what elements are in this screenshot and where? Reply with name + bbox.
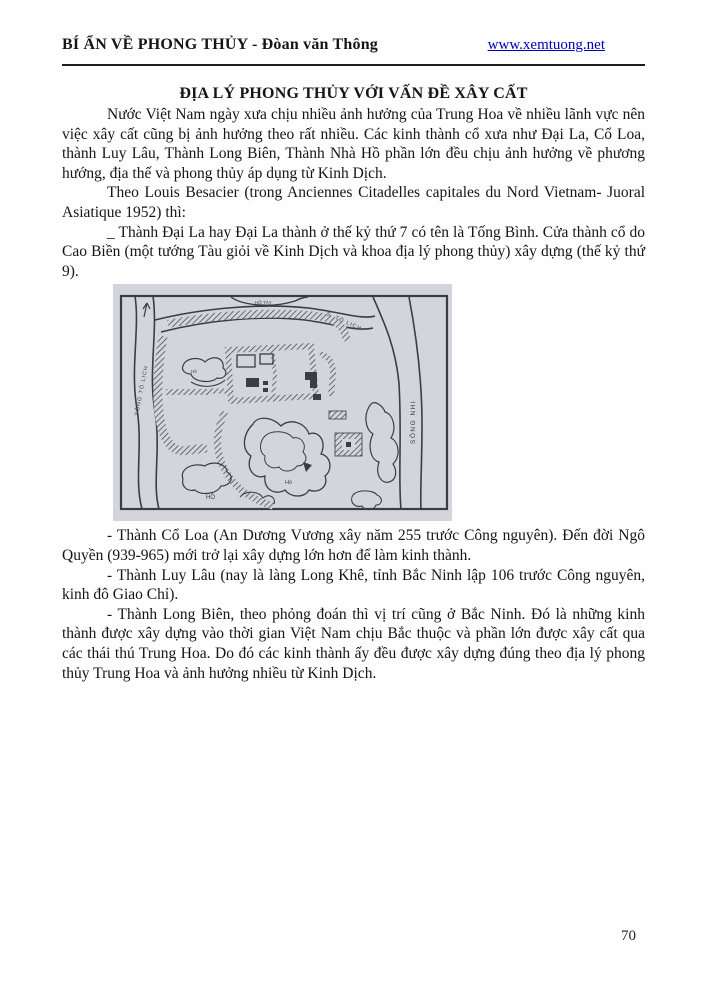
body-paragraph: - Thành Cổ Loa (An Dương Vương xây năm 255 trước Công nguyên). Đến đời Ngô Quyền (939-965) mới trở lại xây dựng lớn hơn để làm kinh thành. (62, 527, 645, 564)
map-scan-background (113, 284, 452, 521)
body-paragraph: _ Thành Đại La hay Đại La thành ở thế kỷ thứ 7 có tên là Tống Bình. Cửa thành cổ do Cao Biền (một tướng Tàu giỏi về Kinh Dịch và khoa địa lý phong thủy) xây dựng (thế kỷ thứ 9). (62, 223, 645, 280)
body-text-top (62, 105, 645, 281)
body-paragraph: - Thành Long Biên, theo phỏng đoán thì vị trí cũng ở Bắc Ninh. Đó là những kinh thành được xây dựng vào thời gian Việt Nam chịu Bắc thuộc và phần lớn được xây cất qua các thái thú Trung Hoa. Do đó các kinh thành ấy đều được xây dựng đúng theo địa lý phong thủy Trung Hoa và ảnh hưởng nhiều từ Kinh Dịch. (62, 605, 645, 682)
citadel-map-drawing (113, 284, 452, 521)
body-paragraph: Theo Louis Besacier (trong Anciennes Citadelles capitales du Nord Vietnam- Juoral Asiatique 1952) thì: (62, 184, 645, 221)
dai-la-citadel-map (113, 284, 452, 521)
map-label-ho-center: Hồ (285, 480, 293, 487)
body-paragraph: - Thành Luy Lâu (nay là làng Long Khê, tỉnh Bắc Ninh lập 106 trước Công nguyên, kinh đô Giao Chỉ). (62, 566, 645, 604)
page-header (62, 36, 645, 66)
website-link[interactable]: www.xemtuong.net (487, 37, 605, 53)
map-label-ho-small: Hồ (191, 369, 197, 375)
article-title: ĐỊA LÝ PHONG THỦY VỚI VẤN ĐỀ XÂY CẤT (179, 85, 528, 102)
map-label-song-nhi: SÔNG NHỊ (410, 400, 417, 445)
page-number: 70 (621, 928, 636, 944)
map-label-ho-tay: HỒ TÂY (255, 300, 272, 306)
map-label-ho-left: HỒ (206, 495, 215, 502)
map-label-s-to-lich: S. TÔ LỊCH (325, 311, 363, 333)
book-title: BÍ ẨN VỀ PHONG THỦY - Đòan văn Thông (62, 36, 379, 53)
body-text-bottom (62, 526, 645, 683)
map-label-song-to-lich: SÔNG TÔ LỊCH (134, 365, 150, 417)
body-paragraph: Nước Việt Nam ngày xưa chịu nhiều ảnh hưởng của Trung Hoa về nhiều lãnh vực nên việc xây cất cũng bị ảnh hưởng theo rất nhiều. Các kinh thành cổ xưa như Đại La, Cổ Loa, thành Luy Lâu, Thành Long Biên, Thành Nhà Hồ phần lớn đều chịu ảnh hưởng về phương hướng, địa thế và phong thủy áp dụng từ Kinh Dịch. (62, 106, 645, 182)
